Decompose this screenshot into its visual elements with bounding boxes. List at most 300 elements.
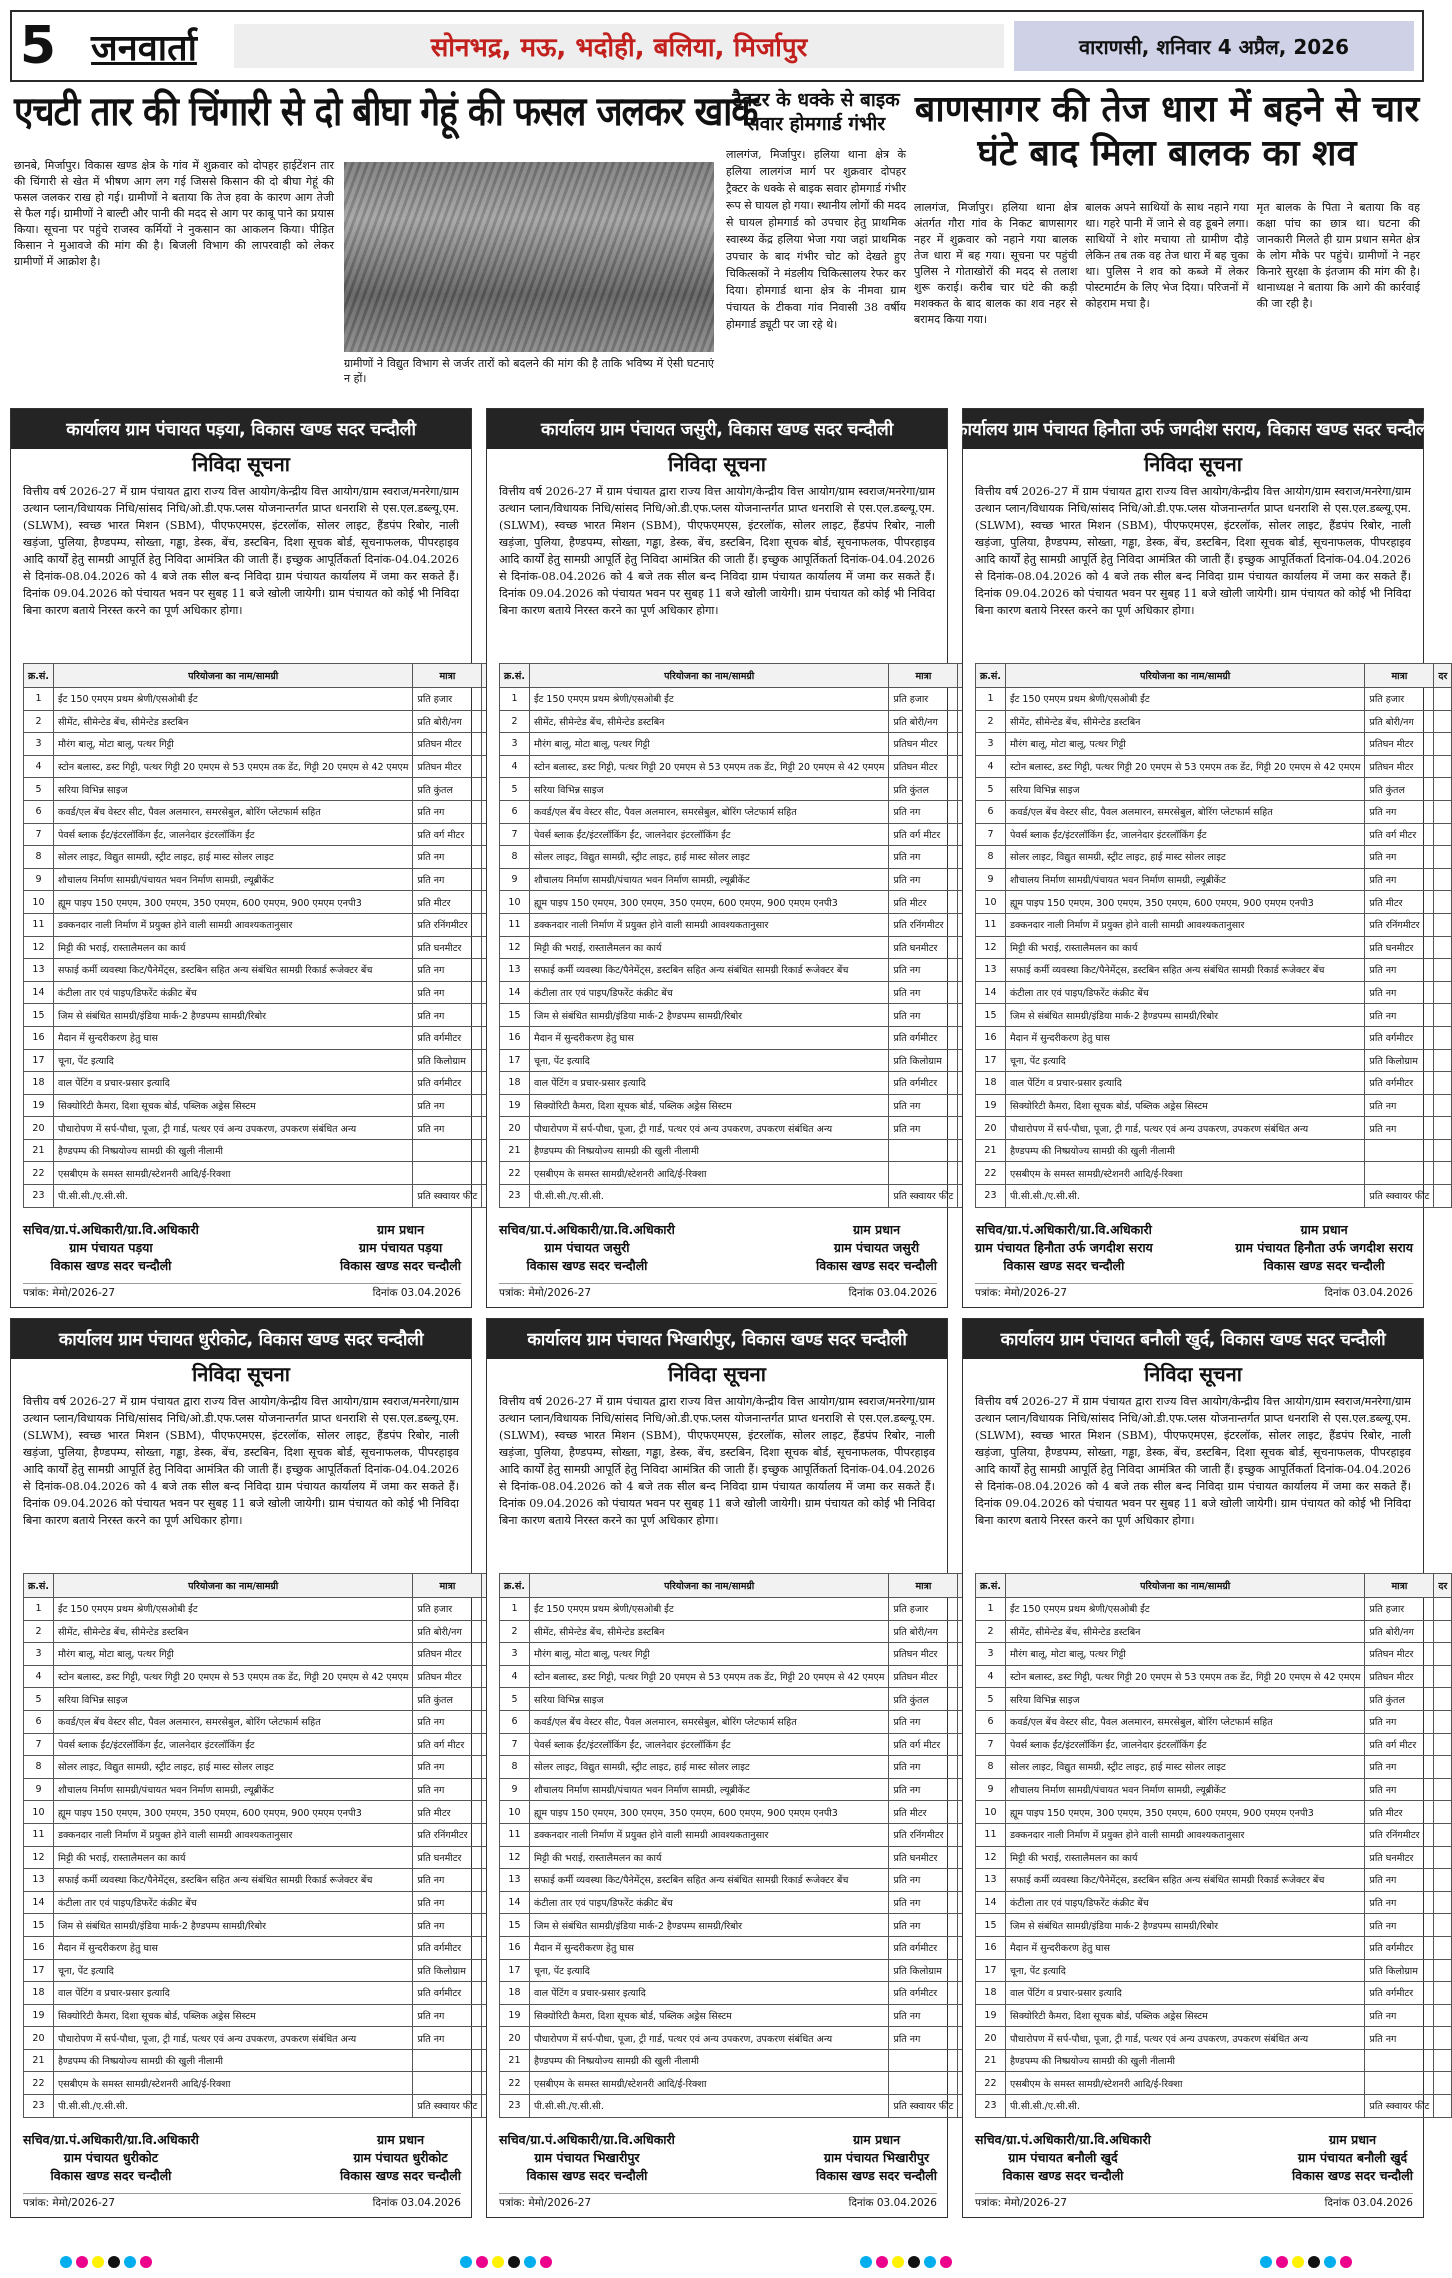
notice-footer	[975, 2193, 1413, 2211]
table-cell: 3	[976, 1643, 1006, 1666]
block-label: विकास खण्ड सदर चन्दौली	[816, 2168, 937, 2183]
table-cell: प्रतिघन मीटर	[413, 733, 482, 756]
table-row	[24, 823, 500, 846]
table-cell: प्रति नग	[889, 1914, 958, 1937]
table-cell: प्रति हजार	[889, 1598, 958, 1621]
table-cell: प्रति वर्गमीटर	[413, 1072, 482, 1095]
table-cell: प्रति नग	[1365, 981, 1434, 1004]
table-row	[24, 1823, 500, 1846]
table-cell: सीमेंट, सीमेन्टेड बेंच, सीमेन्टेड डस्टबिन	[53, 710, 413, 733]
gram-panchayat-label: ग्राम पंचायत हिनौता उर्फ जगदीश सराय	[1235, 1240, 1413, 1255]
table-row	[500, 710, 976, 733]
table-cell: प्रतिघन मीटर	[1365, 755, 1434, 778]
table-cell: 19	[24, 2004, 54, 2027]
notice-body: वित्तीय वर्ष 2026-27 में ग्राम पंचायत द्वारा राज्य वित्त आयोग/केन्द्रीय वित्त आयोग/ग्राम स्वराज/मनरेगा/ग्राम उत्थान प्लान/विधायक निधि/सांसद निधि/ओ.डी.एफ.प्लस योजनान्तर्गत प्राप्त धनराशि से एस.एल.डब्ल्यू.एम. (SLWM), स्वच्छ भारत मिशन (SBM), पीएफएमएस, इंटरलॉक, सोलर लाइट, हैंडपंप रिबोर, नाली खड़ंजा, पुलिया, हैण्डपम्प, सोख्ता, गड्ढा, डेस्क, बेंच, डस्टबिन, दिशा सूचक बोर्ड, सूचनाफलक, पीपरहाइव आदि कार्यों हेतु सामग्री आपूर्ति हेतु निविदा आमंत्रित की जाती हैं। इच्छुक आपूर्तिकर्ता दिनांक-04.04.2026 से दिनांक-08.04.2026 को 4 बजे तक सील बन्द निविदा ग्राम पंचायत कार्यालय में जमा कर सकते हैं। दिनांक 09.04.2026 को पंचायत भवन पर सुबह 11 बजे खोली जायेगी। ग्राम पंचायत को कोई भी निविदा बिना कारण बताये निरस्त करने का पूर्ण अधिकार होगा।	[499, 1395, 935, 1527]
registration-dot	[1324, 2256, 1336, 2268]
table-cell: प्रतिघन मीटर	[413, 1643, 482, 1666]
table-cell: 2	[500, 1620, 530, 1643]
table-cell	[1434, 1959, 1452, 1982]
table-cell: प्रति नग	[889, 846, 958, 869]
table-cell: कंटीला तार एवं पाइप/डिफरेंट कंक्रीट बेंच	[1005, 981, 1365, 1004]
tender-notice-2	[486, 408, 954, 1308]
table-cell: कवर्ड/एल बेंच वेस्टर सीट, पैवल अलमारन, समरसेबुल, बोरिंग प्लेटफार्म सहित	[53, 1710, 413, 1733]
notice-title: कार्यालय ग्राम पंचायत जसुरी, विकास खण्ड सदर चन्दौली	[487, 409, 947, 449]
table-row	[500, 1733, 976, 1756]
table-cell: पी.सी.सी./ए.सी.सी.	[1005, 2095, 1365, 2118]
table-cell: 9	[500, 868, 530, 891]
table-cell: 8	[976, 846, 1006, 869]
table-cell	[889, 1162, 958, 1185]
table-cell: सफाई कर्मी व्यवस्था किट/पैनेमेंट्स, डस्टबिन सहित अन्य संबंधित सामग्री रिकार्ड रूजेक्टर बेंच	[1005, 959, 1365, 982]
pradhan-signature	[1292, 2131, 1413, 2189]
table-row	[24, 1982, 500, 2005]
table-cell: मौरंग बालू, मोटा बालू, पत्थर गिट्टी	[529, 1643, 889, 1666]
items-table	[23, 663, 500, 1208]
table-row	[976, 1185, 1452, 1208]
table-cell: पेवर्स ब्लाक ईंट/इंटरलॉकिंग ईंट, जालनेदार इंटरलॉकिंग ईंट	[1005, 823, 1365, 846]
table-cell: प्रति नग	[889, 1869, 958, 1892]
table-row	[24, 959, 500, 982]
table-cell: मिट्टी की भराई, रास्तालैमलन का कार्य	[53, 1846, 413, 1869]
table-row	[24, 800, 500, 823]
table-cell: 16	[24, 1026, 54, 1049]
table-cell: हैण्डपम्प की निष्प्रयोज्य सामग्री की खुली नीलामी	[53, 1139, 413, 1162]
table-row	[500, 733, 976, 756]
table-cell: 11	[500, 913, 530, 936]
table-cell: प्रति नग	[413, 1891, 482, 1914]
table-cell: पौधारोपण में सर्प-पौधा, पूजा, ट्री गार्ड, पत्थर एवं अन्य उपकरण, उपकरण संबंधित अन्य	[53, 2027, 413, 2050]
registration-dot	[460, 2256, 472, 2268]
table-row	[500, 823, 976, 846]
table-cell: प्रति वर्गमीटर	[413, 1936, 482, 1959]
registration-bar	[860, 2256, 952, 2270]
table-row	[24, 1026, 500, 1049]
table-row	[976, 1733, 1452, 1756]
table-cell: प्रति नग	[1365, 1914, 1434, 1937]
table-cell: प्रति कुंतल	[413, 778, 482, 801]
table-cell: प्रति वर्ग मीटर	[889, 823, 958, 846]
table-cell: चूना, पेंट इत्यादि	[53, 1049, 413, 1072]
table-cell: प्रति नग	[413, 800, 482, 823]
table-cell: कवर्ड/एल बेंच वेस्टर सीट, पैवल अलमारन, समरसेबुल, बोरिंग प्लेटफार्म सहित	[529, 1710, 889, 1733]
table-cell: सोलर लाइट, विद्युत सामग्री, स्ट्रीट लाइट, हाई मास्ट सोलर लाइट	[53, 846, 413, 869]
table-cell	[1434, 1688, 1452, 1711]
table-cell: प्रति किलोग्राम	[889, 1049, 958, 1072]
table-cell: प्रति बोरी/नग	[413, 1620, 482, 1643]
table-cell: 18	[24, 1072, 54, 1095]
table-cell: प्रतिघन मीटर	[889, 1665, 958, 1688]
items-table	[499, 1573, 976, 2118]
gram-panchayat-label: ग्राम पंचायत भिखारीपुर	[534, 2150, 640, 2165]
notice-subtitle: निविदा सूचना	[1144, 1362, 1242, 1386]
table-row	[976, 1869, 1452, 1892]
table-cell: 16	[500, 1026, 530, 1049]
table-cell: प्रति घनमीटर	[1365, 1846, 1434, 1869]
table-cell: प्रति मीटर	[413, 891, 482, 914]
table-row	[500, 2095, 976, 2118]
secretary-signature	[499, 2131, 675, 2189]
story-fire-body-continued: ग्रामीणों ने विद्युत विभाग से जर्जर तारों को बदलने की मांग की है ताकि भविष्य में ऐसी घटनाएं न हों।	[344, 357, 714, 385]
table-cell	[1434, 1072, 1452, 1095]
table-cell: जिम से संबंधित सामग्री/इंडिया मार्क-2 हैण्डपम्प सामग्री/रिबोर	[1005, 1004, 1365, 1027]
block-label: विकास खण्ड सदर चन्दौली	[526, 2168, 648, 2183]
table-cell: 20	[24, 2027, 54, 2050]
table-cell: ईंट 150 एमएम प्रथम श्रेणी/एसओबी ईंट	[53, 688, 413, 711]
table-cell: 9	[24, 868, 54, 891]
gram-panchayat-label: ग्राम पंचायत हिनौता उर्फ जगदीश सराय	[975, 1240, 1153, 1255]
secretary-signature	[23, 2131, 199, 2189]
table-cell	[1434, 1891, 1452, 1914]
table-cell: स्टोन बलास्ट, डस्ट गिट्टी, पत्थर गिट्टी 20 एमएम से 53 एमएम तक डेंट, गिट्टी 20 एमएम से 42 एमएम	[1005, 755, 1365, 778]
table-cell: 13	[976, 959, 1006, 982]
table-cell: प्रति बोरी/नग	[1365, 710, 1434, 733]
table-cell	[1434, 733, 1452, 756]
table-cell: प्रति कुंतल	[413, 1688, 482, 1711]
table-cell: 22	[500, 1162, 530, 1185]
table-row	[500, 2004, 976, 2027]
table-cell	[413, 1139, 482, 1162]
table-cell: प्रति वर्गमीटर	[1365, 1982, 1434, 2005]
registration-dot	[524, 2256, 536, 2268]
table-cell: स्टोन बलास्ट, डस्ट गिट्टी, पत्थर गिट्टी 20 एमएम से 53 एमएम तक डेंट, गिट्टी 20 एमएम से 42 एमएम	[529, 1665, 889, 1688]
dateline: वाराणसी, शनिवार 4 अप्रैल, 2026	[1014, 21, 1414, 71]
table-cell: प्रति नग	[413, 1004, 482, 1027]
table-cell: प्रति नग	[413, 959, 482, 982]
table-cell: प्रति किलोग्राम	[1365, 1049, 1434, 1072]
table-row	[24, 846, 500, 869]
table-header-cell: परियोजना का नाम/सामग्री	[53, 1574, 413, 1598]
table-cell: प्रति रनिंगमीटर	[413, 913, 482, 936]
block-label: विकास खण्ड सदर चन्दौली	[340, 1258, 461, 1273]
notice-body: वित्तीय वर्ष 2026-27 में ग्राम पंचायत द्वारा राज्य वित्त आयोग/केन्द्रीय वित्त आयोग/ग्राम स्वराज/मनरेगा/ग्राम उत्थान प्लान/विधायक निधि/सांसद निधि/ओ.डी.एफ.प्लस योजनान्तर्गत प्राप्त धनराशि से एस.एल.डब्ल्यू.एम. (SLWM), स्वच्छ भारत मिशन (SBM), पीएफएमएस, इंटरलॉक, सोलर लाइट, हैंडपंप रिबोर, नाली खड़ंजा, पुलिया, हैण्डपम्प, सोख्ता, गड्ढा, डेस्क, बेंच, डस्टबिन, दिशा सूचक बोर्ड, सूचनाफलक, पीपरहाइव आदि कार्यों हेतु सामग्री आपूर्ति हेतु निविदा आमंत्रित की जाती हैं। इच्छुक आपूर्तिकर्ता दिनांक-04.04.2026 से दिनांक-08.04.2026 को 4 बजे तक सील बन्द निविदा ग्राम पंचायत कार्यालय में जमा कर सकते हैं। दिनांक 09.04.2026 को पंचायत भवन पर सुबह 11 बजे खोली जायेगी। ग्राम पंचायत को कोई भी निविदा बिना कारण बताये निरस्त करने का पूर्ण अधिकार होगा।	[23, 485, 459, 617]
table-cell: प्रति वर्गमीटर	[889, 1936, 958, 1959]
registration-dot	[108, 2256, 120, 2268]
table-cell: पौधारोपण में सर्प-पौधा, पूजा, ट्री गार्ड, पत्थर एवं अन्य उपकरण, उपकरण संबंधित अन्य	[1005, 2027, 1365, 2050]
table-cell: सफाई कर्मी व्यवस्था किट/पैनेमेंट्स, डस्टबिन सहित अन्य संबंधित सामग्री रिकार्ड रूजेक्टर बेंच	[1005, 1869, 1365, 1892]
table-cell: 10	[500, 891, 530, 914]
table-cell: 8	[976, 1756, 1006, 1779]
table-cell: 16	[976, 1026, 1006, 1049]
pradhan-signature	[816, 1221, 937, 1279]
registration-bar	[1260, 2256, 1352, 2270]
table-row	[24, 1688, 500, 1711]
secretary-label: सचिव/ग्रा.पं.अधिकारी/ग्रा.वि.अधिकारी	[975, 1222, 1152, 1237]
table-cell: प्रति नग	[889, 1710, 958, 1733]
table-cell: वाल पेंटिंग व प्रचार-प्रसार इत्यादि	[53, 1072, 413, 1095]
table-cell	[1434, 1936, 1452, 1959]
table-cell	[889, 2049, 958, 2072]
table-cell: कवर्ड/एल बेंच वेस्टर सीट, पैवल अलमारन, समरसेबुल, बोरिंग प्लेटफार्म सहित	[1005, 800, 1365, 823]
table-cell: वाल पेंटिंग व प्रचार-प्रसार इत्यादि	[53, 1982, 413, 2005]
table-cell	[1434, 1004, 1452, 1027]
table-cell: 13	[24, 959, 54, 982]
table-cell: 4	[24, 755, 54, 778]
table-cell: प्रति वर्गमीटर	[889, 1072, 958, 1095]
table-cell: 20	[976, 2027, 1006, 2050]
table-cell: प्रति स्क्वायर फीट	[413, 1185, 482, 1208]
table-cell: प्रति नग	[889, 2027, 958, 2050]
table-cell: प्रति मीटर	[1365, 891, 1434, 914]
table-cell: प्रति नग	[1365, 1004, 1434, 1027]
table-cell: 23	[500, 2095, 530, 2118]
table-cell: 3	[976, 733, 1006, 756]
pradhan-label: ग्राम प्रधान	[376, 2132, 425, 2147]
block-label: विकास खण्ड सदर चन्दौली	[50, 1258, 172, 1273]
table-cell: प्रति घनमीटर	[413, 936, 482, 959]
table-row	[976, 1801, 1452, 1824]
table-cell: 21	[976, 1139, 1006, 1162]
table-cell: जिम से संबंधित सामग्री/इंडिया मार्क-2 हैण्डपम्प सामग्री/रिबोर	[529, 1004, 889, 1027]
table-cell: 9	[500, 1778, 530, 1801]
table-cell: ह्यूम पाइप 150 एमएम, 300 एमएम, 350 एमएम, 600 एमएम, 900 एमएम एनपी3	[1005, 891, 1365, 914]
table-header-cell: परियोजना का नाम/सामग्री	[53, 664, 413, 688]
table-cell	[1434, 1643, 1452, 1666]
table-cell: 10	[976, 1801, 1006, 1824]
notice-body: वित्तीय वर्ष 2026-27 में ग्राम पंचायत द्वारा राज्य वित्त आयोग/केन्द्रीय वित्त आयोग/ग्राम स्वराज/मनरेगा/ग्राम उत्थान प्लान/विधायक निधि/सांसद निधि/ओ.डी.एफ.प्लस योजनान्तर्गत प्राप्त धनराशि से एस.एल.डब्ल्यू.एम. (SLWM), स्वच्छ भारत मिशन (SBM), पीएफएमएस, इंटरलॉक, सोलर लाइट, हैंडपंप रिबोर, नाली खड़ंजा, पुलिया, हैण्डपम्प, सोख्ता, गड्ढा, डेस्क, बेंच, डस्टबिन, दिशा सूचक बोर्ड, सूचनाफलक, पीपरहाइव आदि कार्यों हेतु सामग्री आपूर्ति हेतु निविदा आमंत्रित की जाती हैं। इच्छुक आपूर्तिकर्ता दिनांक-04.04.2026 से दिनांक-08.04.2026 को 4 बजे तक सील बन्द निविदा ग्राम पंचायत कार्यालय में जमा कर सकते हैं। दिनांक 09.04.2026 को पंचायत भवन पर सुबह 11 बजे खोली जायेगी। ग्राम पंचायत को कोई भी निविदा बिना कारण बताये निरस्त करने का पूर्ण अधिकार होगा।	[23, 1395, 459, 1527]
table-cell	[413, 2049, 482, 2072]
table-cell: प्रति घनमीटर	[889, 1846, 958, 1869]
registration-dot	[124, 2256, 136, 2268]
table-cell: 10	[500, 1801, 530, 1824]
table-cell	[1434, 1620, 1452, 1643]
signature-block	[23, 2131, 461, 2189]
table-cell: 8	[24, 1756, 54, 1779]
table-cell: हैण्डपम्प की निष्प्रयोज्य सामग्री की खुली नीलामी	[529, 2049, 889, 2072]
table-cell: प्रति नग	[413, 1869, 482, 1892]
table-row	[24, 1185, 500, 1208]
table-row	[976, 936, 1452, 959]
table-row	[24, 2072, 500, 2095]
pradhan-signature	[816, 2131, 937, 2189]
registration-dot	[76, 2256, 88, 2268]
table-cell: जिम से संबंधित सामग्री/इंडिया मार्क-2 हैण्डपम्प सामग्री/रिबोर	[53, 1914, 413, 1937]
table-cell: सिक्योरिटी कैमरा, दिशा सूचक बोर्ड, पब्लिक अड्रेस सिस्टम	[1005, 2004, 1365, 2027]
table-row	[500, 1094, 976, 1117]
table-cell: प्रति नग	[413, 1117, 482, 1140]
pradhan-label: ग्राम प्रधान	[852, 2132, 901, 2147]
table-cell: प्रति नग	[889, 2004, 958, 2027]
table-cell	[889, 1139, 958, 1162]
gram-panchayat-label: ग्राम पंचायत धुरीकोट	[63, 2150, 159, 2165]
table-cell: प्रति नग	[889, 959, 958, 982]
signature-block	[499, 2131, 937, 2189]
notice-title: कार्यालय ग्राम पंचायत भिखारीपुर, विकास खण्ड सदर चन्दौली	[487, 1319, 947, 1359]
notice-date: दिनांक 03.04.2026	[372, 1287, 461, 1299]
table-row	[24, 1117, 500, 1140]
table-row	[24, 2049, 500, 2072]
table-cell: हैण्डपम्प की निष्प्रयोज्य सामग्री की खुली नीलामी	[529, 1139, 889, 1162]
notice-title: कार्यालय ग्राम पंचायत पड़या, विकास खण्ड सदर चन्दौली	[11, 409, 471, 449]
table-row	[976, 1598, 1452, 1621]
table-cell: 20	[24, 1117, 54, 1140]
table-cell: 4	[500, 1665, 530, 1688]
table-cell: सफाई कर्मी व्यवस्था किट/पैनेमेंट्स, डस्टबिन सहित अन्य संबंधित सामग्री रिकार्ड रूजेक्टर बेंच	[529, 959, 889, 982]
table-cell: वाल पेंटिंग व प्रचार-प्रसार इत्यादि	[1005, 1982, 1365, 2005]
table-cell: प्रतिघन मीटर	[889, 755, 958, 778]
table-row	[500, 800, 976, 823]
table-row	[24, 891, 500, 914]
table-cell: 20	[500, 1117, 530, 1140]
table-cell	[1365, 1139, 1434, 1162]
table-cell: 21	[24, 2049, 54, 2072]
table-cell: सरिया विभिन्न साइज	[53, 1688, 413, 1711]
table-cell: ह्यूम पाइप 150 एमएम, 300 एमएम, 350 एमएम, 600 एमएम, 900 एमएम एनपी3	[53, 1801, 413, 1824]
table-cell: प्रति घनमीटर	[1365, 936, 1434, 959]
table-row	[976, 800, 1452, 823]
table-cell: 1	[500, 688, 530, 711]
table-cell: पी.सी.सी./ए.सी.सी.	[53, 2095, 413, 2118]
table-cell	[1434, 1026, 1452, 1049]
table-cell: सरिया विभिन्न साइज	[529, 778, 889, 801]
registration-dot	[1292, 2256, 1304, 2268]
table-row	[24, 1710, 500, 1733]
table-cell: प्रति हजार	[1365, 1598, 1434, 1621]
notice-subtitle: निविदा सूचना	[1144, 452, 1242, 476]
table-cell: 4	[24, 1665, 54, 1688]
table-cell: प्रति नग	[413, 1710, 482, 1733]
block-label: विकास खण्ड सदर चन्दौली	[1263, 1258, 1385, 1273]
story-fire-headline: एचटी तार की चिंगारी से दो बीघा गेहूं की फसल जलकर खाक	[14, 89, 758, 136]
table-header-cell: मात्रा	[413, 1574, 482, 1598]
table-header-row	[500, 1574, 976, 1598]
table-cell: 19	[500, 1094, 530, 1117]
registration-dot	[492, 2256, 504, 2268]
table-row	[976, 823, 1452, 846]
table-cell: सफाई कर्मी व्यवस्था किट/पैनेमेंट्स, डस्टबिन सहित अन्य संबंधित सामग्री रिकार्ड रूजेक्टर बेंच	[529, 1869, 889, 1892]
table-cell	[1434, 2072, 1452, 2095]
registration-dot	[1276, 2256, 1288, 2268]
table-row	[24, 981, 500, 1004]
table-row	[24, 936, 500, 959]
notice-subtitle: निविदा सूचना	[192, 1362, 290, 1386]
table-cell: प्रति नग	[413, 1094, 482, 1117]
table-row	[976, 1117, 1452, 1140]
table-cell: प्रति हजार	[889, 688, 958, 711]
table-cell: 9	[24, 1778, 54, 1801]
table-row	[24, 1891, 500, 1914]
items-table	[975, 663, 1452, 1208]
table-cell: मिट्टी की भराई, रास्तालैमलन का कार्य	[53, 936, 413, 959]
table-row	[24, 1733, 500, 1756]
table-cell: 6	[976, 1710, 1006, 1733]
registration-dot	[1340, 2256, 1352, 2268]
table-cell	[1434, 936, 1452, 959]
table-cell: प्रति मीटर	[413, 1801, 482, 1824]
table-cell: प्रति नग	[889, 1004, 958, 1027]
table-row	[500, 1891, 976, 1914]
table-row	[976, 1162, 1452, 1185]
table-row	[976, 1643, 1452, 1666]
table-row	[976, 710, 1452, 733]
table-cell: 3	[500, 1643, 530, 1666]
table-cell: 22	[24, 1162, 54, 1185]
table-row	[976, 1982, 1452, 2005]
table-cell: प्रति नग	[1365, 1094, 1434, 1117]
secretary-label: सचिव/ग्रा.पं.अधिकारी/ग्रा.वि.अधिकारी	[499, 1222, 675, 1237]
table-cell: 21	[24, 1139, 54, 1162]
pradhan-label: ग्राम प्रधान	[852, 1222, 901, 1237]
table-cell: पी.सी.सी./ए.सी.सी.	[53, 1185, 413, 1208]
table-cell: मैदान में सुन्दरीकरण हेतु घास	[1005, 1936, 1365, 1959]
table-header-cell: मात्रा	[889, 664, 958, 688]
table-cell: 5	[500, 778, 530, 801]
table-cell: 23	[24, 1185, 54, 1208]
table-row	[24, 1869, 500, 1892]
table-cell: स्टोन बलास्ट, डस्ट गिट्टी, पत्थर गिट्टी 20 एमएम से 53 एमएम तक डेंट, गिट्टी 20 एमएम से 42 एमएम	[529, 755, 889, 778]
table-cell: प्रति नग	[889, 1891, 958, 1914]
table-cell	[1365, 2049, 1434, 2072]
block-label: विकास खण्ड सदर चन्दौली	[1292, 2168, 1413, 2183]
table-row	[24, 1778, 500, 1801]
table-row	[976, 1026, 1452, 1049]
gram-panchayat-label: ग्राम पंचायत बनौली खुर्द	[1297, 2150, 1408, 2165]
table-cell: 19	[500, 2004, 530, 2027]
table-row	[500, 1778, 976, 1801]
table-cell: 5	[24, 1688, 54, 1711]
table-row	[24, 868, 500, 891]
table-cell: प्रति स्क्वायर फीट	[413, 2095, 482, 2118]
table-cell: 21	[500, 1139, 530, 1162]
table-row	[976, 1139, 1452, 1162]
table-row	[24, 755, 500, 778]
table-cell: प्रति वर्गमीटर	[1365, 1026, 1434, 1049]
table-row	[976, 1936, 1452, 1959]
edition-regions: सोनभद्र, मऊ, भदोही, बलिया, मिर्जापुर	[234, 24, 1004, 68]
table-row	[976, 1688, 1452, 1711]
table-cell: 2	[24, 710, 54, 733]
table-header-row	[24, 664, 500, 688]
table-row	[976, 1620, 1452, 1643]
table-row	[500, 1643, 976, 1666]
table-header-cell: क्र.सं.	[500, 1574, 530, 1598]
table-cell: सिक्योरिटी कैमरा, दिशा सूचक बोर्ड, पब्लिक अड्रेस सिस्टम	[529, 1094, 889, 1117]
table-cell: प्रति नग	[413, 1756, 482, 1779]
story-drowning	[914, 88, 1420, 400]
block-label: विकास खण्ड सदर चन्दौली	[1002, 2168, 1124, 2183]
story-drowning-col-2: बालक अपने साथियों के साथ नहाने गया था। गहरे पानी में जाने से वह डूबने लगा। साथियों ने शोर मचाया तो ग्रामीण दौड़े लेकिन तब तक वह तेज धारा में बह चुका था। पुलिस ने शव को कब्जे में लेकर पोस्टमार्टम के लिए भेज दिया। परिजनों में कोहराम मचा है।	[1085, 201, 1249, 310]
notice-footer	[23, 2193, 461, 2211]
table-header-cell: क्र.सं.	[976, 1574, 1006, 1598]
block-label: विकास खण्ड सदर चन्दौली	[1003, 1258, 1125, 1273]
table-cell: प्रति वर्गमीटर	[413, 1982, 482, 2005]
table-row	[976, 1072, 1452, 1095]
reference-number: पत्रांक: मेमो/2026-27	[499, 1287, 592, 1299]
table-cell: वाल पेंटिंग व प्रचार-प्रसार इत्यादि	[529, 1072, 889, 1095]
table-cell: 10	[976, 891, 1006, 914]
registration-dot	[1308, 2256, 1320, 2268]
table-cell: डक्कनदार नाली निर्माण में प्रयुक्त होने वाली सामग्री आवश्यकतानुसार	[53, 1823, 413, 1846]
table-cell: प्रति वर्गमीटर	[1365, 1072, 1434, 1095]
table-cell: प्रति वर्ग मीटर	[413, 1733, 482, 1756]
table-cell: प्रति नग	[889, 868, 958, 891]
gram-panchayat-label: ग्राम पंचायत बनौली खुर्द	[1008, 2150, 1118, 2165]
table-cell: पी.सी.सी./ए.सी.सी.	[529, 1185, 889, 1208]
table-row	[24, 688, 500, 711]
table-row	[500, 1598, 976, 1621]
table-cell: शौचालय निर्माण सामग्री/पंचायत भवन निर्माण सामग्री, ल्यूब्रीकेंट	[529, 1778, 889, 1801]
table-row	[24, 1801, 500, 1824]
table-cell: प्रतिघन मीटर	[1365, 1643, 1434, 1666]
table-cell: ह्यूम पाइप 150 एमएम, 300 एमएम, 350 एमएम, 600 एमएम, 900 एमएम एनपी3	[53, 891, 413, 914]
table-cell: 10	[24, 1801, 54, 1824]
signature-block	[499, 1221, 937, 1279]
table-cell: 18	[500, 1982, 530, 2005]
table-row	[24, 1620, 500, 1643]
reference-number: पत्रांक: मेमो/2026-27	[975, 1287, 1068, 1299]
table-cell: 12	[500, 936, 530, 959]
table-cell: कवर्ड/एल बेंच वेस्टर सीट, पैवल अलमारन, समरसेबुल, बोरिंग प्लेटफार्म सहित	[1005, 1710, 1365, 1733]
table-cell: प्रति नग	[413, 1914, 482, 1937]
